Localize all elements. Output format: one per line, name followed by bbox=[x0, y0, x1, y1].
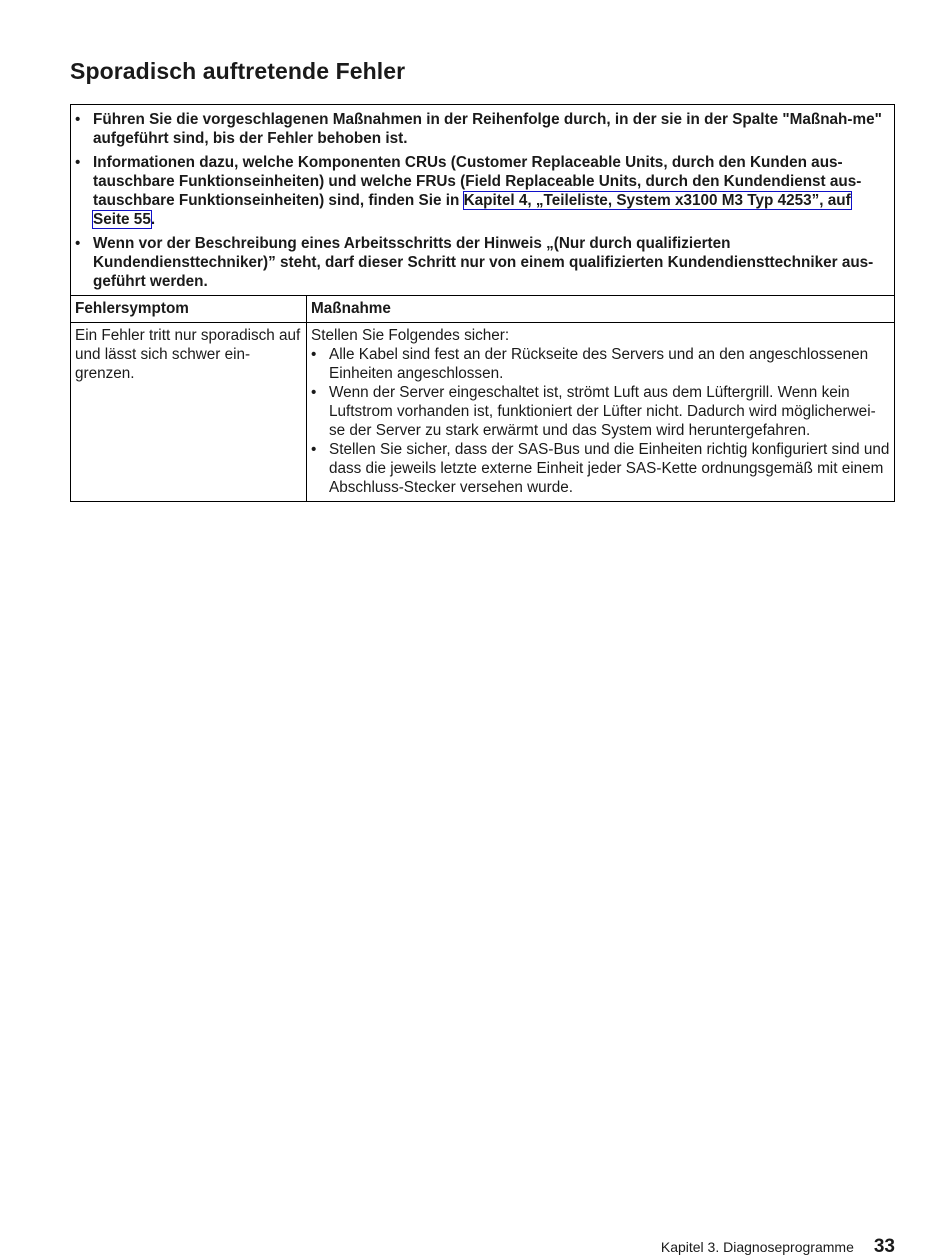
page-footer bbox=[661, 1236, 895, 1258]
instruction-notes bbox=[71, 105, 894, 295]
footer-chapter-title: Kapitel 3. Diagnoseprogramme bbox=[660, 1239, 854, 1255]
page-title: Sporadisch auftretende Fehler bbox=[70, 58, 406, 84]
action-item: • Alle Kabel sind fest an der Rückseite des Servers und an den angeschlossenen Einheiten angeschlossen. bbox=[311, 345, 890, 383]
header-symptom: Fehlersymptom bbox=[71, 296, 307, 323]
table-header-row bbox=[71, 296, 894, 323]
table-row bbox=[71, 323, 894, 502]
note-text-end: . bbox=[150, 211, 156, 228]
note-text: Führen Sie die vorgeschlagenen Maßnahmen in der Reihenfolge durch, in der sie in der Spalte "Maßnah-me" aufgeführt sind, bis der Fehler behoben ist. bbox=[93, 111, 882, 147]
action-item: • Stellen Sie sicher, dass der SAS-Bus und die Einheiten richtig konfiguriert sind und dass die jeweils letzte externe Einheit jeder SAS-Kette ordnungsgemäß mit einem Abschluss-Stecker versehen wurde. bbox=[311, 440, 890, 497]
symptom-action-table bbox=[71, 295, 894, 501]
action-item: • Wenn der Server eingeschaltet ist, strömt Luft aus dem Lüftergrill. Wenn kein Luftstrom vorhanden ist, funktioniert der Lüfter nicht. Dadurch wird möglicherwei-se der Server zu stark erwärmt und das System wird heruntergefahren. bbox=[311, 383, 890, 440]
action-list bbox=[311, 345, 890, 497]
symptom-cell: Ein Fehler tritt nur sporadisch auf und lässt sich schwer ein-grenzen. bbox=[71, 323, 307, 502]
note-item-parts-list bbox=[75, 153, 890, 229]
note-item-order bbox=[75, 110, 890, 148]
cross-reference-link-chapter-4[interactable]: Kapitel 4, „Teileliste, System x3100 M3 Typ 4253”, auf Seite 55 bbox=[93, 192, 851, 228]
note-text: Wenn vor der Beschreibung eines Arbeitsschritts der Hinweis „(Nur durch qualifizierten Kundendiensttechniker)” steht, darf dieser Schritt nur von einem qualifizierten Kundendiensttechniker aus-geführt werden. bbox=[93, 235, 874, 290]
page-number: 33 bbox=[873, 1236, 895, 1257]
troubleshooting-table-frame bbox=[70, 104, 895, 502]
note-item-qualified-technician bbox=[75, 234, 890, 291]
note-text: Informationen dazu, welche Komponenten CRUs (Customer Replaceable Units, durch den Kunden aus-tauschbare Funktionseinheiten) und welche FRUs (Field Replaceable Units, durch den Kundendienst aus-tauschbare Funktionseinheiten) sind, finden Sie in bbox=[93, 154, 862, 209]
header-action: Maßnahme bbox=[307, 296, 895, 323]
action-intro: Stellen Sie Folgendes sicher: bbox=[311, 327, 510, 344]
action-cell bbox=[307, 323, 895, 502]
